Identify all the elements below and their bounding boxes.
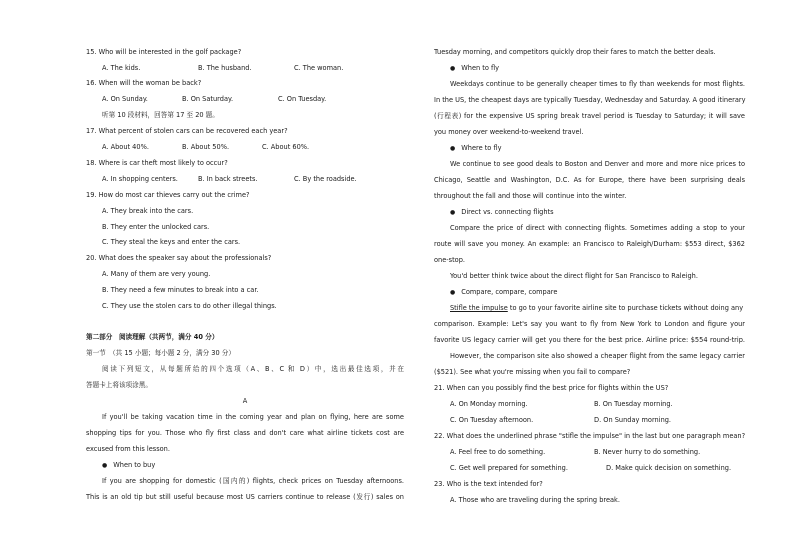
option-a[interactable]: A. On Monday morning. bbox=[450, 400, 528, 408]
paragraph-1-line-1: If you'll be taking vacation time in the coming year and plan on flying, here are some bbox=[102, 413, 404, 421]
question-17-options bbox=[86, 140, 309, 156]
paragraph-2-line-1: If you are shopping for domestic (国内的) flights, check prices on Tuesday afternoons. bbox=[102, 477, 404, 485]
paragraph-1-line-2: shopping tips for you. Those who fly first class and don't care what airline tickets cost are bbox=[86, 429, 404, 437]
option-b[interactable]: B. The husband. bbox=[198, 64, 252, 72]
paragraph-1-line-3: excused from this lesson. bbox=[86, 445, 170, 453]
paragraph-2-line-3: Tuesday morning, and competitors quickly drop their fares to match the better deals. bbox=[434, 48, 716, 56]
option-a[interactable]: A. On Sunday. bbox=[102, 95, 148, 103]
option-b[interactable]: B. About 50%. bbox=[182, 143, 230, 151]
question-23: 23. Who is the text intended for? bbox=[434, 480, 543, 488]
paragraph-4-line-2: Chicago, Seattle and Washington, D.C. As for Europe, there have been surprising deals bbox=[434, 176, 745, 184]
question-21-options-row-1 bbox=[434, 397, 673, 413]
paragraph-3-line-4: you money over weekend-to-weekend travel. bbox=[434, 128, 584, 136]
question-22-options-row-2 bbox=[434, 461, 731, 477]
question-16-options bbox=[86, 92, 326, 108]
option-c[interactable]: C. The woman. bbox=[294, 64, 344, 72]
section-one-heading: 第一节 （共 15 小题；每小题 2 分，满分 30 分） bbox=[86, 349, 235, 357]
option-d[interactable]: D. Make quick decision on something. bbox=[606, 464, 732, 472]
question-15: 15. Who will be interested in the golf package? bbox=[86, 48, 242, 56]
option-c[interactable]: C. By the roadside. bbox=[294, 175, 357, 183]
paragraph-4-line-3: throughout the fall and those will continue into the winter. bbox=[434, 192, 627, 200]
question-20-option-b[interactable]: B. They need a few minutes to break into a car. bbox=[102, 286, 259, 294]
underlined-phrase: Stifle the impulse bbox=[450, 304, 508, 312]
heading-when-to-fly: ● When to fly bbox=[434, 61, 499, 77]
question-20-option-a[interactable]: A. Many of them are very young. bbox=[102, 270, 211, 278]
paragraph-7-line-1 bbox=[434, 301, 743, 317]
instruction-line-2: 答题卡上将该项涂黑。 bbox=[86, 381, 152, 389]
question-20-option-c[interactable]: C. They use the stolen cars to do other illegal things. bbox=[102, 302, 277, 310]
paragraph-7-line-2: comparison. Example: Let's say you want to fly from New York to London and figure your bbox=[434, 320, 745, 328]
heading-when-to-buy: ● When to buy bbox=[86, 458, 155, 474]
question-22: 22. What does the underlined phrase "stifle the impulse" in the last but one paragraph mean? bbox=[434, 432, 746, 440]
paragraph-4-line-1: We continue to see good deals to Boston and Denver and more and more nice prices to bbox=[450, 160, 745, 168]
question-19: 19. How do most car thieves carry out the crime? bbox=[86, 191, 250, 199]
paragraph-5-line-2: route will save you money. An example: an Francisco to Raleigh/Durham: $553 direct, $362 bbox=[434, 240, 745, 248]
option-c[interactable]: C. About 60%. bbox=[262, 143, 310, 151]
heading-compare: ● Compare, compare, compare bbox=[434, 285, 557, 301]
question-18: 18. Where is car theft most likely to occur? bbox=[86, 159, 228, 167]
paragraph-2-line-2: This is an old tip but still useful because most US carriers continue to release (发行) sales on bbox=[86, 493, 404, 501]
question-20: 20. What does the speaker say about the professionals? bbox=[86, 254, 272, 262]
listening-instruction: 听第 10 段材料，回答第 17 至 20 题。 bbox=[102, 111, 219, 119]
option-b[interactable]: B. Never hurry to do something. bbox=[594, 448, 701, 456]
option-a[interactable]: A. About 40%. bbox=[102, 143, 149, 151]
heading-direct-vs-connecting: ● Direct vs. connecting flights bbox=[434, 205, 554, 221]
option-a[interactable]: A. In shopping centers. bbox=[102, 175, 178, 183]
paragraph-7-line-1-rest: to go to your favorite airline site to purchase tickets without doing any bbox=[507, 304, 744, 312]
option-d[interactable]: D. On Sunday morning. bbox=[594, 416, 672, 424]
question-16: 16. When will the woman be back? bbox=[86, 79, 202, 87]
paragraph-6: You'd better think twice about the direct flight for San Francisco to Raleigh. bbox=[450, 272, 698, 280]
paragraph-3-line-3: (行程表) for the expensive US spring break travel period is Tuesday to Saturday; it will save bbox=[434, 112, 745, 120]
instruction-line-1: 阅读下列短文，从每题所给的四个选项（A、B、C 和 D）中，选出最佳选项，并在 bbox=[102, 365, 404, 373]
question-15-options bbox=[86, 61, 343, 77]
question-18-options bbox=[86, 172, 357, 188]
paragraph-8-line-2: ($521). See what you're missing when you fail to compare? bbox=[434, 368, 631, 376]
paragraph-5-line-3: one-stop. bbox=[434, 256, 465, 264]
passage-label: A bbox=[242, 397, 248, 405]
question-21: 21. When can you possibly find the best price for flights within the US? bbox=[434, 384, 669, 392]
option-c[interactable]: C. On Tuesday afternoon. bbox=[450, 416, 534, 424]
question-19-option-b[interactable]: B. They enter the unlocked cars. bbox=[102, 223, 210, 231]
paragraph-7-line-3: favorite US legacy carrier will get you there for the best price. Airline price: $554 round-trip. bbox=[434, 336, 745, 344]
paragraph-3-line-1: Weekdays continue to be generally cheaper times to fly than weekends for most flights. bbox=[450, 80, 745, 88]
question-19-option-a[interactable]: A. They break into the cars. bbox=[102, 207, 194, 215]
option-a[interactable]: A. The kids. bbox=[102, 64, 141, 72]
option-a[interactable]: A. Feel free to do something. bbox=[450, 448, 546, 456]
heading-where-to-fly: ● Where to fly bbox=[434, 141, 502, 157]
question-22-options-row-1 bbox=[434, 445, 700, 461]
paragraph-8-line-1: However, the comparison site also showed a cheaper flight from the same legacy carrier bbox=[450, 352, 745, 360]
option-b[interactable]: B. In back streets. bbox=[198, 175, 258, 183]
option-b[interactable]: B. On Tuesday morning. bbox=[594, 400, 673, 408]
option-b[interactable]: B. On Saturday. bbox=[182, 95, 234, 103]
option-c[interactable]: C. Get well prepared for something. bbox=[450, 464, 568, 472]
question-23-option-a[interactable]: A. Those who are traveling during the spring break. bbox=[450, 496, 620, 504]
paragraph-3-line-2: In the US, the cheapest days are typically Tuesday, Wednesday and Saturday. A good itinerary bbox=[434, 96, 746, 104]
question-19-option-c[interactable]: C. They steal the keys and enter the cars. bbox=[102, 238, 241, 246]
option-c[interactable]: C. On Tuesday. bbox=[278, 95, 327, 103]
paragraph-5-line-1: Compare the price of direct with connecting flights. Sometimes adding a stop to your bbox=[450, 224, 745, 232]
part-two-heading: 第二部分 阅读理解（共两节，满分 40 分） bbox=[86, 333, 219, 341]
question-17: 17. What percent of stolen cars can be recovered each year? bbox=[86, 127, 288, 135]
question-21-options-row-2 bbox=[434, 413, 671, 429]
